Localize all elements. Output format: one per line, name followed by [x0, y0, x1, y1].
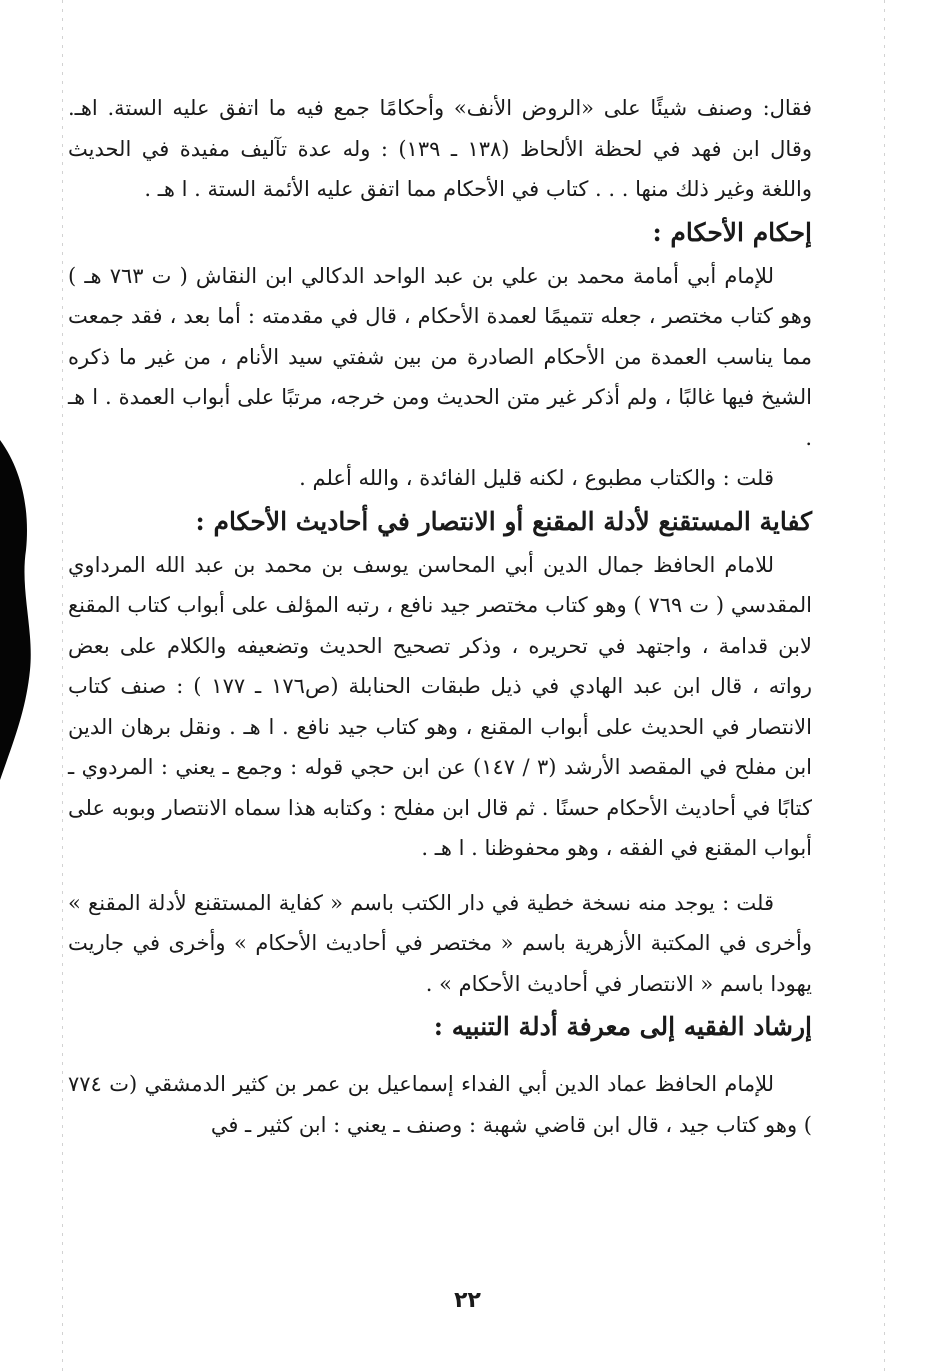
page-number: ٢٢	[454, 1288, 481, 1313]
body-paragraph: للإمام الحافظ عماد الدين أبي الفداء إسماعيل بن عمر بن كثير الدمشقي (ت ٧٧٤ ) وهو كتاب جيد ، قال ابن قاضي شهبة : وصنف ـ يعني : ابن كثير ـ في	[68, 1072, 812, 1137]
scan-binding-shadow	[0, 440, 40, 780]
section-heading: كفاية المستقنع لأدلة المقنع أو الانتصار في أحاديث الأحكام :	[195, 506, 812, 536]
document-page	[68, 88, 812, 1298]
body-paragraph: للامام الحافظ جمال الدين أبي المحاسن يوسف بن محمد بن عبد الله المرداوي المقدسي ( ت ٧٦٩ ) وهو كتاب مختصر جيد نافع ، رتبه المؤلف على أبواب كتاب المقنع لابن قدامة ، واجتهد في تحريره ، وذكر تصحيح الحديث وتضعيفه والكلام على بعض رواته ، قال ابن عبد الهادي في ذيل طبقات الحنابلة (ص١٧٦ ـ ١٧٧ ) : صنف كتاب الانتصار في الحديث على أبواب المقنع ، وهو كتاب جيد نافع . ا هـ . ونقل برهان الدين ابن مفلح في المقصد الأرشد (٣ / ١٤٧) عن ابن حجي قوله : وجمع ـ يعني : المردوي ـ كتابًا في أحاديث الأحكام حسنًا . ثم قال ابن مفلح : وكتابه هذا سماه الانتصار وبوبه على أبواب المقنع في الفقه ، وهو محفوظنا . ا هـ .	[68, 552, 812, 860]
section-heading: إحكام الأحكام :	[652, 217, 812, 247]
scan-guide-line-right	[884, 0, 885, 1372]
scan-guide-line-left	[62, 0, 63, 1372]
paragraph-gap	[68, 1050, 812, 1064]
body-paragraph: قلت : والكتاب مطبوع ، لكنه قليل الفائدة ، والله أعلم .	[299, 466, 774, 490]
body-paragraph: فقال: وصنف شيئًا على «الروض الأنف» وأحكامًا جمع فيه ما اتفق عليه الستة. اهـ. وقال ابن فهد في لحظة الألحاظ (١٣٨ ـ ١٣٩) : وله عدة تآليف مفيدة في الحديث واللغة وغير ذلك منها . . . كتاب في الأحكام مما اتفق عليه الأئمة الستة . ا هـ .	[68, 96, 812, 201]
body-paragraph: للإمام أبي أمامة محمد بن علي بن عبد الواحد الدكالي ابن النقاش ( ت ٧٦٣ هـ ) وهو كتاب مختصر ، جعله تتميمًا لعمدة الأحكام ، قال في مقدمته : أما بعد ، فقد جمعت مما يناسب العمدة من الأحكام الصادرة من بين شفتي سيد الأنام ، من غير ما ذكره الشيخ فيها غالبًا ، ولم أذكر غير متن الحديث ومن خرجه، مرتبًا على أبواب العمدة . ا هـ .	[68, 263, 812, 450]
paragraph-gap	[68, 869, 812, 883]
body-paragraph: قلت : يوجد منه نسخة خطية في دار الكتب باسم « كفاية المستقنع لأدلة المقنع » وأخرى في المكتبة الأزهرية باسم « مختصر في أحاديث الأحكام » وأخرى في جاريت يهودا باسم « الانتصار في أحاديث الأحكام » .	[68, 890, 812, 996]
section-heading: إرشاد الفقيه إلى معرفة أدلة التنبيه :	[433, 1012, 812, 1041]
